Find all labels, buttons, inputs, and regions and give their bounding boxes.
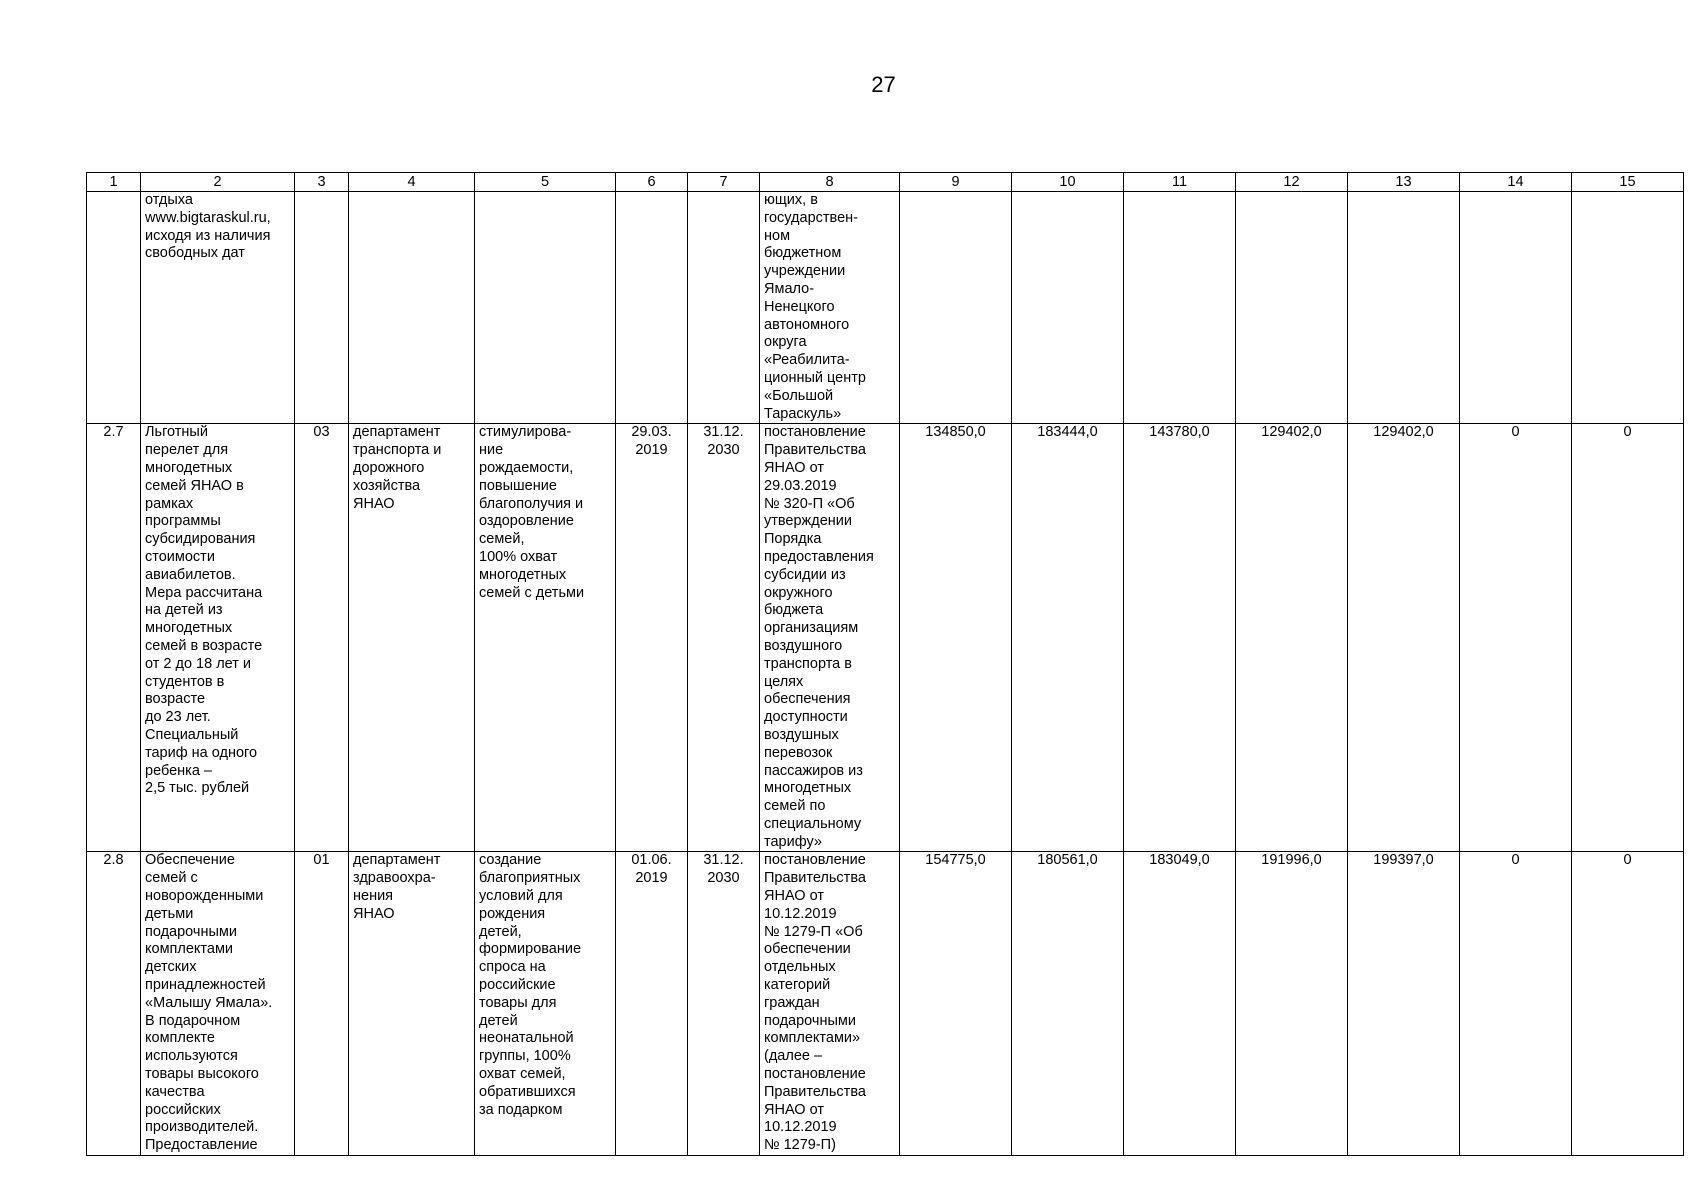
legal-basis: постановление Правительства ЯНАО от 29.03.2019 № 320-П «Об утверждении Порядка предоставления субсидии из окружного бюджета организациям воздушного транспорта в целях обеспечения доступности воздушных перевозок пассажиров из многодетных семей по специальному тарифу» xyxy=(760,424,900,852)
code: 01 xyxy=(295,852,349,1156)
value-col-14: 0 xyxy=(1460,424,1572,852)
executor xyxy=(349,192,475,424)
value-col-11 xyxy=(1124,192,1236,424)
column-header-11: 11 xyxy=(1124,173,1236,192)
value-col-12: 129402,0 xyxy=(1236,424,1348,852)
measure-description: Льготный перелет для многодетных семей ЯНАО в рамках программы субсидирования стоимости авиабилетов. Мера рассчитана на детей из многодетных семей в возрасте от 2 до 18 лет и студентов в возрасте до 23 лет. Специальный тариф на одного ребенка – 2,5 тыс. рублей xyxy=(141,424,295,852)
start-date: 29.03. 2019 xyxy=(616,424,688,852)
end-date: 31.12. 2030 xyxy=(688,852,760,1156)
end-date xyxy=(688,192,760,424)
value-col-13 xyxy=(1348,192,1460,424)
value-col-15: 0 xyxy=(1572,852,1684,1156)
page-number: 27 xyxy=(871,72,896,97)
value-col-12 xyxy=(1236,192,1348,424)
table-row xyxy=(87,192,1684,424)
code: 03 xyxy=(295,424,349,852)
end-date: 31.12. 2030 xyxy=(688,424,760,852)
program-measures-table xyxy=(86,172,1684,1156)
value-col-13: 129402,0 xyxy=(1348,424,1460,852)
value-col-10 xyxy=(1012,192,1124,424)
column-header-8: 8 xyxy=(760,173,900,192)
value-col-10: 183444,0 xyxy=(1012,424,1124,852)
value-col-14 xyxy=(1460,192,1572,424)
measure-description: Обеспечение семей с новорожденными детьми подарочными комплектами детских принадлежностей «Малышу Ямала». В подарочном комплекте используются товары высокого качества российских производителей. Предоставление xyxy=(141,852,295,1156)
column-header-2: 2 xyxy=(141,173,295,192)
column-header-3: 3 xyxy=(295,173,349,192)
column-header-6: 6 xyxy=(616,173,688,192)
table-row xyxy=(87,852,1684,1156)
code xyxy=(295,192,349,424)
legal-basis: постановление Правительства ЯНАО от 10.12.2019 № 1279-П «Об обеспечении отдельных категорий граждан подарочными комплектами» (далее – постановление Правительства ЯНАО от 10.12.2019 № 1279-П) xyxy=(760,852,900,1156)
value-col-15 xyxy=(1572,192,1684,424)
column-header-9: 9 xyxy=(900,173,1012,192)
expected-result: создание благоприятных условий для рождения детей, формирование спроса на российские товары для детей неонатальной группы, 100% охват семей, обратившихся за подарком xyxy=(475,852,616,1156)
value-col-13: 199397,0 xyxy=(1348,852,1460,1156)
legal-basis: ющих, в государствен- ном бюджетном учреждении Ямало- Ненецкого автономного округа «Реабилита- ционный центр «Большой Тараскуль» xyxy=(760,192,900,424)
table-row xyxy=(87,424,1684,852)
value-col-9: 134850,0 xyxy=(900,424,1012,852)
column-header-1: 1 xyxy=(87,173,141,192)
column-header-15: 15 xyxy=(1572,173,1684,192)
column-header-4: 4 xyxy=(349,173,475,192)
value-col-9: 154775,0 xyxy=(900,852,1012,1156)
column-header-14: 14 xyxy=(1460,173,1572,192)
column-header-5: 5 xyxy=(475,173,616,192)
row-number xyxy=(87,192,141,424)
value-col-15: 0 xyxy=(1572,424,1684,852)
expected-result xyxy=(475,192,616,424)
value-col-11: 183049,0 xyxy=(1124,852,1236,1156)
expected-result: стимулирова- ние рождаемости, повышение благополучия и оздоровление семей, 100% охват многодетных семей с детьми xyxy=(475,424,616,852)
row-number: 2.8 xyxy=(87,852,141,1156)
executor: департамент здравоохра- нения ЯНАО xyxy=(349,852,475,1156)
value-col-9 xyxy=(900,192,1012,424)
value-col-11: 143780,0 xyxy=(1124,424,1236,852)
value-col-10: 180561,0 xyxy=(1012,852,1124,1156)
column-header-7: 7 xyxy=(688,173,760,192)
column-header-12: 12 xyxy=(1236,173,1348,192)
column-header-13: 13 xyxy=(1348,173,1460,192)
table-header-row xyxy=(87,173,1684,192)
executor: департамент транспорта и дорожного хозяйства ЯНАО xyxy=(349,424,475,852)
start-date xyxy=(616,192,688,424)
value-col-14: 0 xyxy=(1460,852,1572,1156)
measure-description: отдыха www.bigtaraskul.ru, исходя из наличия свободных дат xyxy=(141,192,295,424)
column-header-10: 10 xyxy=(1012,173,1124,192)
start-date: 01.06. 2019 xyxy=(616,852,688,1156)
row-number: 2.7 xyxy=(87,424,141,852)
value-col-12: 191996,0 xyxy=(1236,852,1348,1156)
